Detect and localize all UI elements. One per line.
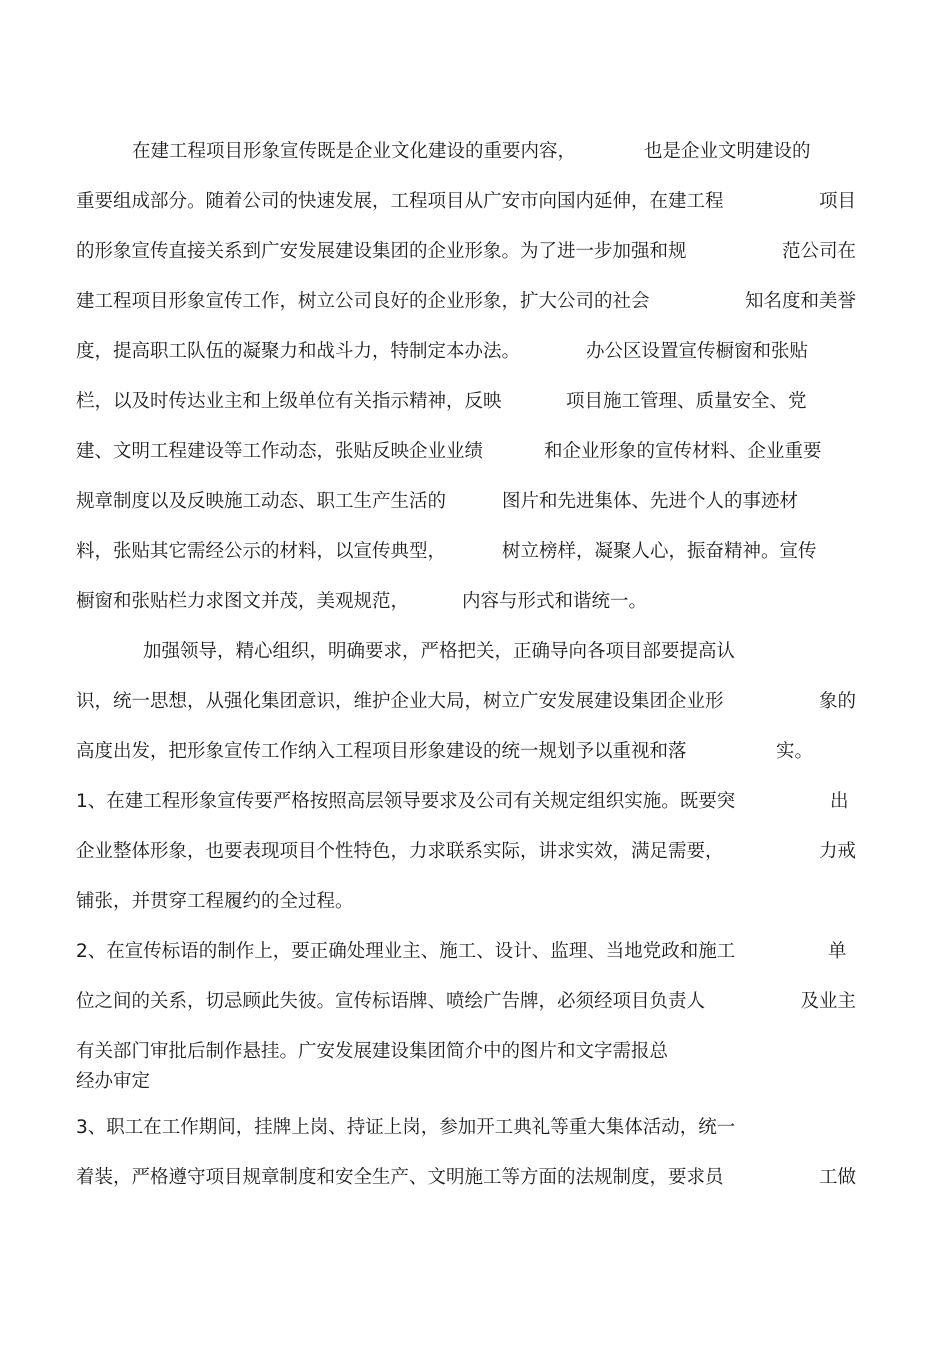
text-segment: 树立榜样，凝聚人心，振奋精神。宣传 [502, 541, 817, 562]
paragraph-line [76, 440, 856, 464]
paragraph-line [76, 240, 856, 264]
list-item-line [76, 940, 856, 964]
paragraph-line [76, 390, 856, 414]
text-segment: 加强领导，精心组织，明确要求，严格把关，正确导向各项目部要提高认 [143, 641, 736, 662]
text-segment: 在建工程项目形象宣传既是企业文化建设的重要内容， [132, 141, 577, 162]
paragraph-line [76, 140, 856, 164]
text-segment: 着装，严格遵守项目规章制度和安全生产、文明施工等方面的法规制度，要求员 [76, 1167, 724, 1188]
text-segment: 铺张，并贯穿工程履约的全过程。 [76, 891, 354, 912]
text-segment: 也是企业文明建设的 [644, 141, 811, 162]
list-item-line [76, 1070, 856, 1094]
paragraph-line [76, 340, 856, 364]
paragraph-line [76, 490, 856, 514]
text-segment: 项目 [818, 191, 856, 212]
text-segment: 项目施工管理、质量安全、党 [566, 391, 807, 412]
text-segment: 范公司在 [781, 241, 856, 262]
text-segment: 及业主 [800, 991, 856, 1012]
paragraph-line [76, 640, 856, 664]
paragraph-line [76, 690, 856, 714]
paragraph-line [76, 540, 856, 564]
text-segment: 规章制度以及反映施工动态、职工生产生活的 [76, 491, 447, 512]
text-segment: 料，张贴其它需经公示的材料，以宣传典型， [76, 541, 447, 562]
text-segment: 工做 [818, 1167, 856, 1188]
list-item-line [76, 990, 856, 1014]
list-item-line [76, 1166, 856, 1190]
text-segment: 建、文明工程建设等工作动态，张贴反映企业业绩 [76, 441, 484, 462]
text-segment: 单 [828, 941, 847, 962]
text-segment: 经办审定 [76, 1071, 151, 1092]
text-segment: 橱窗和张贴栏力求图文并茂，美观规范， [76, 591, 410, 612]
text-segment: 1、在建工程形象宣传要严格按照高层领导要求及公司有关规定组织实施。既要突 [76, 791, 736, 812]
list-item-line [76, 840, 856, 864]
text-segment: 力戒 [818, 841, 856, 862]
text-segment: 出 [830, 791, 849, 812]
list-item-line [76, 790, 856, 814]
text-segment: 实。 [776, 741, 814, 762]
text-segment: 的形象宣传直接关系到广安发展建设集团的企业形象。为了进一步加强和规 [76, 241, 687, 262]
text-segment: 度，提高职工队伍的凝聚力和战斗力，特制定本办法。 [76, 341, 521, 362]
text-segment: 建工程项目形象宣传工作，树立公司良好的企业形象，扩大公司的社会 [76, 291, 650, 312]
text-segment: 象的 [818, 691, 856, 712]
text-segment: 识，统一思想，从强化集团意识，维护企业大局，树立广安发展建设集团企业形 [76, 691, 724, 712]
paragraph-line [76, 190, 856, 214]
list-item-line [76, 1116, 856, 1140]
paragraph-line [76, 590, 856, 614]
text-segment: 办公区设置宣传橱窗和张贴 [586, 341, 809, 362]
text-segment: 和企业形象的宣传材料、企业重要 [544, 441, 822, 462]
text-segment: 图片和先进集体、先进个人的事迹材 [502, 491, 799, 512]
text-segment: 内容与形式和谐统一。 [462, 591, 648, 612]
text-segment: 有关部门审批后制作悬挂。广安发展建设集团简介中的图片和文字需报总 [76, 1041, 669, 1062]
list-item-line [76, 1040, 856, 1064]
paragraph-line [76, 740, 856, 764]
text-segment: 栏，以及时传达业主和上级单位有关指示精神，反映 [76, 391, 502, 412]
paragraph-line [76, 290, 856, 314]
text-segment: 2、在宣传标语的制作上，要正确处理业主、施工、设计、监理、当地党政和施工 [76, 941, 736, 962]
text-segment: 3、职工在工作期间，挂牌上岗、持证上岗，参加开工典礼等重大集体活动，统一 [76, 1117, 736, 1138]
text-segment: 位之间的关系，切忌顾此失彼。宣传标语牌、喷绘广告牌，必须经项目负责人 [76, 991, 706, 1012]
text-segment: 高度出发，把形象宣传工作纳入工程项目形象建设的统一规划予以重视和落 [76, 741, 687, 762]
text-segment: 企业整体形象，也要表现项目个性特色，力求联系实际，讲求实效，满足需要， [76, 841, 724, 862]
text-segment: 重要组成部分。随着公司的快速发展，工程项目从广安市向国内延伸，在建工程 [76, 191, 724, 212]
list-item-line [76, 890, 856, 914]
text-segment: 知名度和美誉 [744, 291, 856, 312]
